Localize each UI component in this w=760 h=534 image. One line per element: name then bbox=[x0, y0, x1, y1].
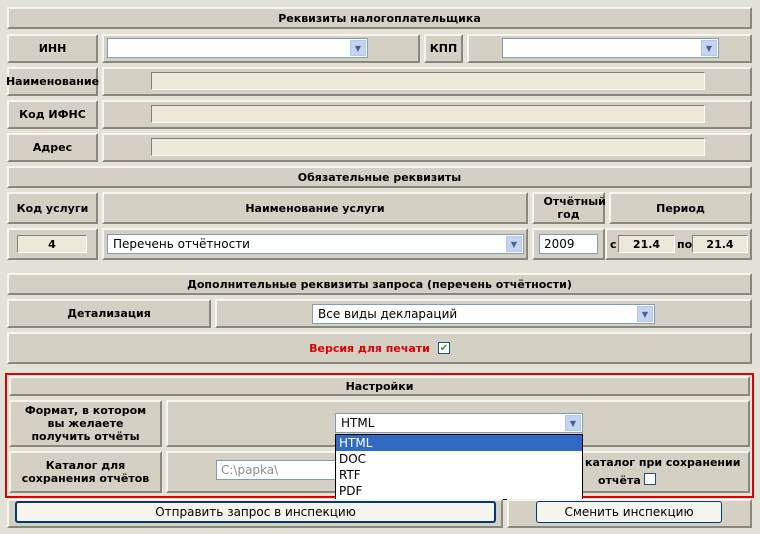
ifns-field bbox=[151, 105, 705, 123]
print-version-label: Версия для печати bbox=[309, 341, 430, 355]
format-dropdown-list[interactable] bbox=[335, 434, 583, 500]
format-option-rtf[interactable]: RTF bbox=[339, 468, 361, 482]
chevron-down-icon[interactable]: ▼ bbox=[506, 236, 522, 252]
period-from-field: 21.4 bbox=[618, 235, 675, 253]
change-inspection-button[interactable]: Сменить инспекцию bbox=[536, 501, 722, 523]
inn-label-cell: ИНН bbox=[7, 34, 98, 63]
kpp-select[interactable] bbox=[502, 38, 719, 58]
service-code-field: 4 bbox=[17, 235, 87, 253]
name-field bbox=[151, 72, 705, 90]
period-to-field: 21.4 bbox=[692, 235, 748, 253]
settings-header: Настройки bbox=[9, 376, 750, 396]
ifns-label-cell: Код ИФНС bbox=[7, 100, 98, 129]
format-label-cell: Формат, в котором вы желаете получить отчёты bbox=[9, 400, 162, 447]
format-option-html[interactable]: HTML bbox=[336, 435, 582, 451]
create-folder-label-2: отчёта bbox=[598, 474, 641, 487]
chevron-down-icon[interactable]: ▼ bbox=[565, 415, 581, 431]
folder-input[interactable]: C:\papka\ bbox=[216, 460, 336, 480]
create-folder-label: каталог при сохранении bbox=[585, 456, 741, 469]
detail-label-cell: Детализация bbox=[7, 299, 211, 328]
chevron-down-icon[interactable]: ▼ bbox=[350, 40, 366, 56]
print-version-checkbox[interactable]: ✔ bbox=[439, 342, 449, 354]
name-label-cell: Наименование bbox=[7, 67, 98, 96]
chevron-down-icon[interactable]: ▼ bbox=[637, 306, 653, 322]
service-name-label: Наименование услуги bbox=[102, 192, 528, 224]
mandatory-header: Обязательные реквизиты bbox=[7, 166, 752, 188]
address-field bbox=[151, 138, 705, 156]
taxpayer-header: Реквизиты налогоплательщика bbox=[7, 7, 752, 29]
format-select[interactable]: HTML ▼ bbox=[335, 413, 583, 433]
folder-label-cell: Каталог для сохранения отчётов bbox=[9, 451, 162, 493]
report-year-input[interactable]: 2009 bbox=[539, 234, 598, 254]
chevron-down-icon[interactable]: ▼ bbox=[701, 40, 717, 56]
period-from-prefix: с bbox=[610, 238, 617, 251]
detail-select[interactable]: Все виды деклараций ▼ bbox=[312, 304, 655, 324]
additional-header: Дополнительные реквизиты запроса (перечень отчётности) bbox=[7, 273, 752, 295]
format-option-doc[interactable]: DOC bbox=[339, 452, 367, 466]
kpp-label-cell: КПП bbox=[424, 34, 463, 63]
period-to-prefix: по bbox=[677, 238, 693, 251]
service-name-select[interactable]: Перечень отчётности ▼ bbox=[107, 234, 524, 254]
send-request-button[interactable]: Отправить запрос в инспекцию bbox=[15, 501, 496, 523]
report-year-label: Отчётный год bbox=[532, 192, 605, 224]
address-label-cell: Адрес bbox=[7, 133, 98, 162]
print-version-cell bbox=[7, 332, 752, 364]
inn-select[interactable] bbox=[107, 38, 368, 58]
format-option-pdf[interactable]: PDF bbox=[339, 484, 363, 498]
service-code-label: Код услуги bbox=[7, 192, 98, 224]
period-label: Период bbox=[609, 192, 752, 224]
